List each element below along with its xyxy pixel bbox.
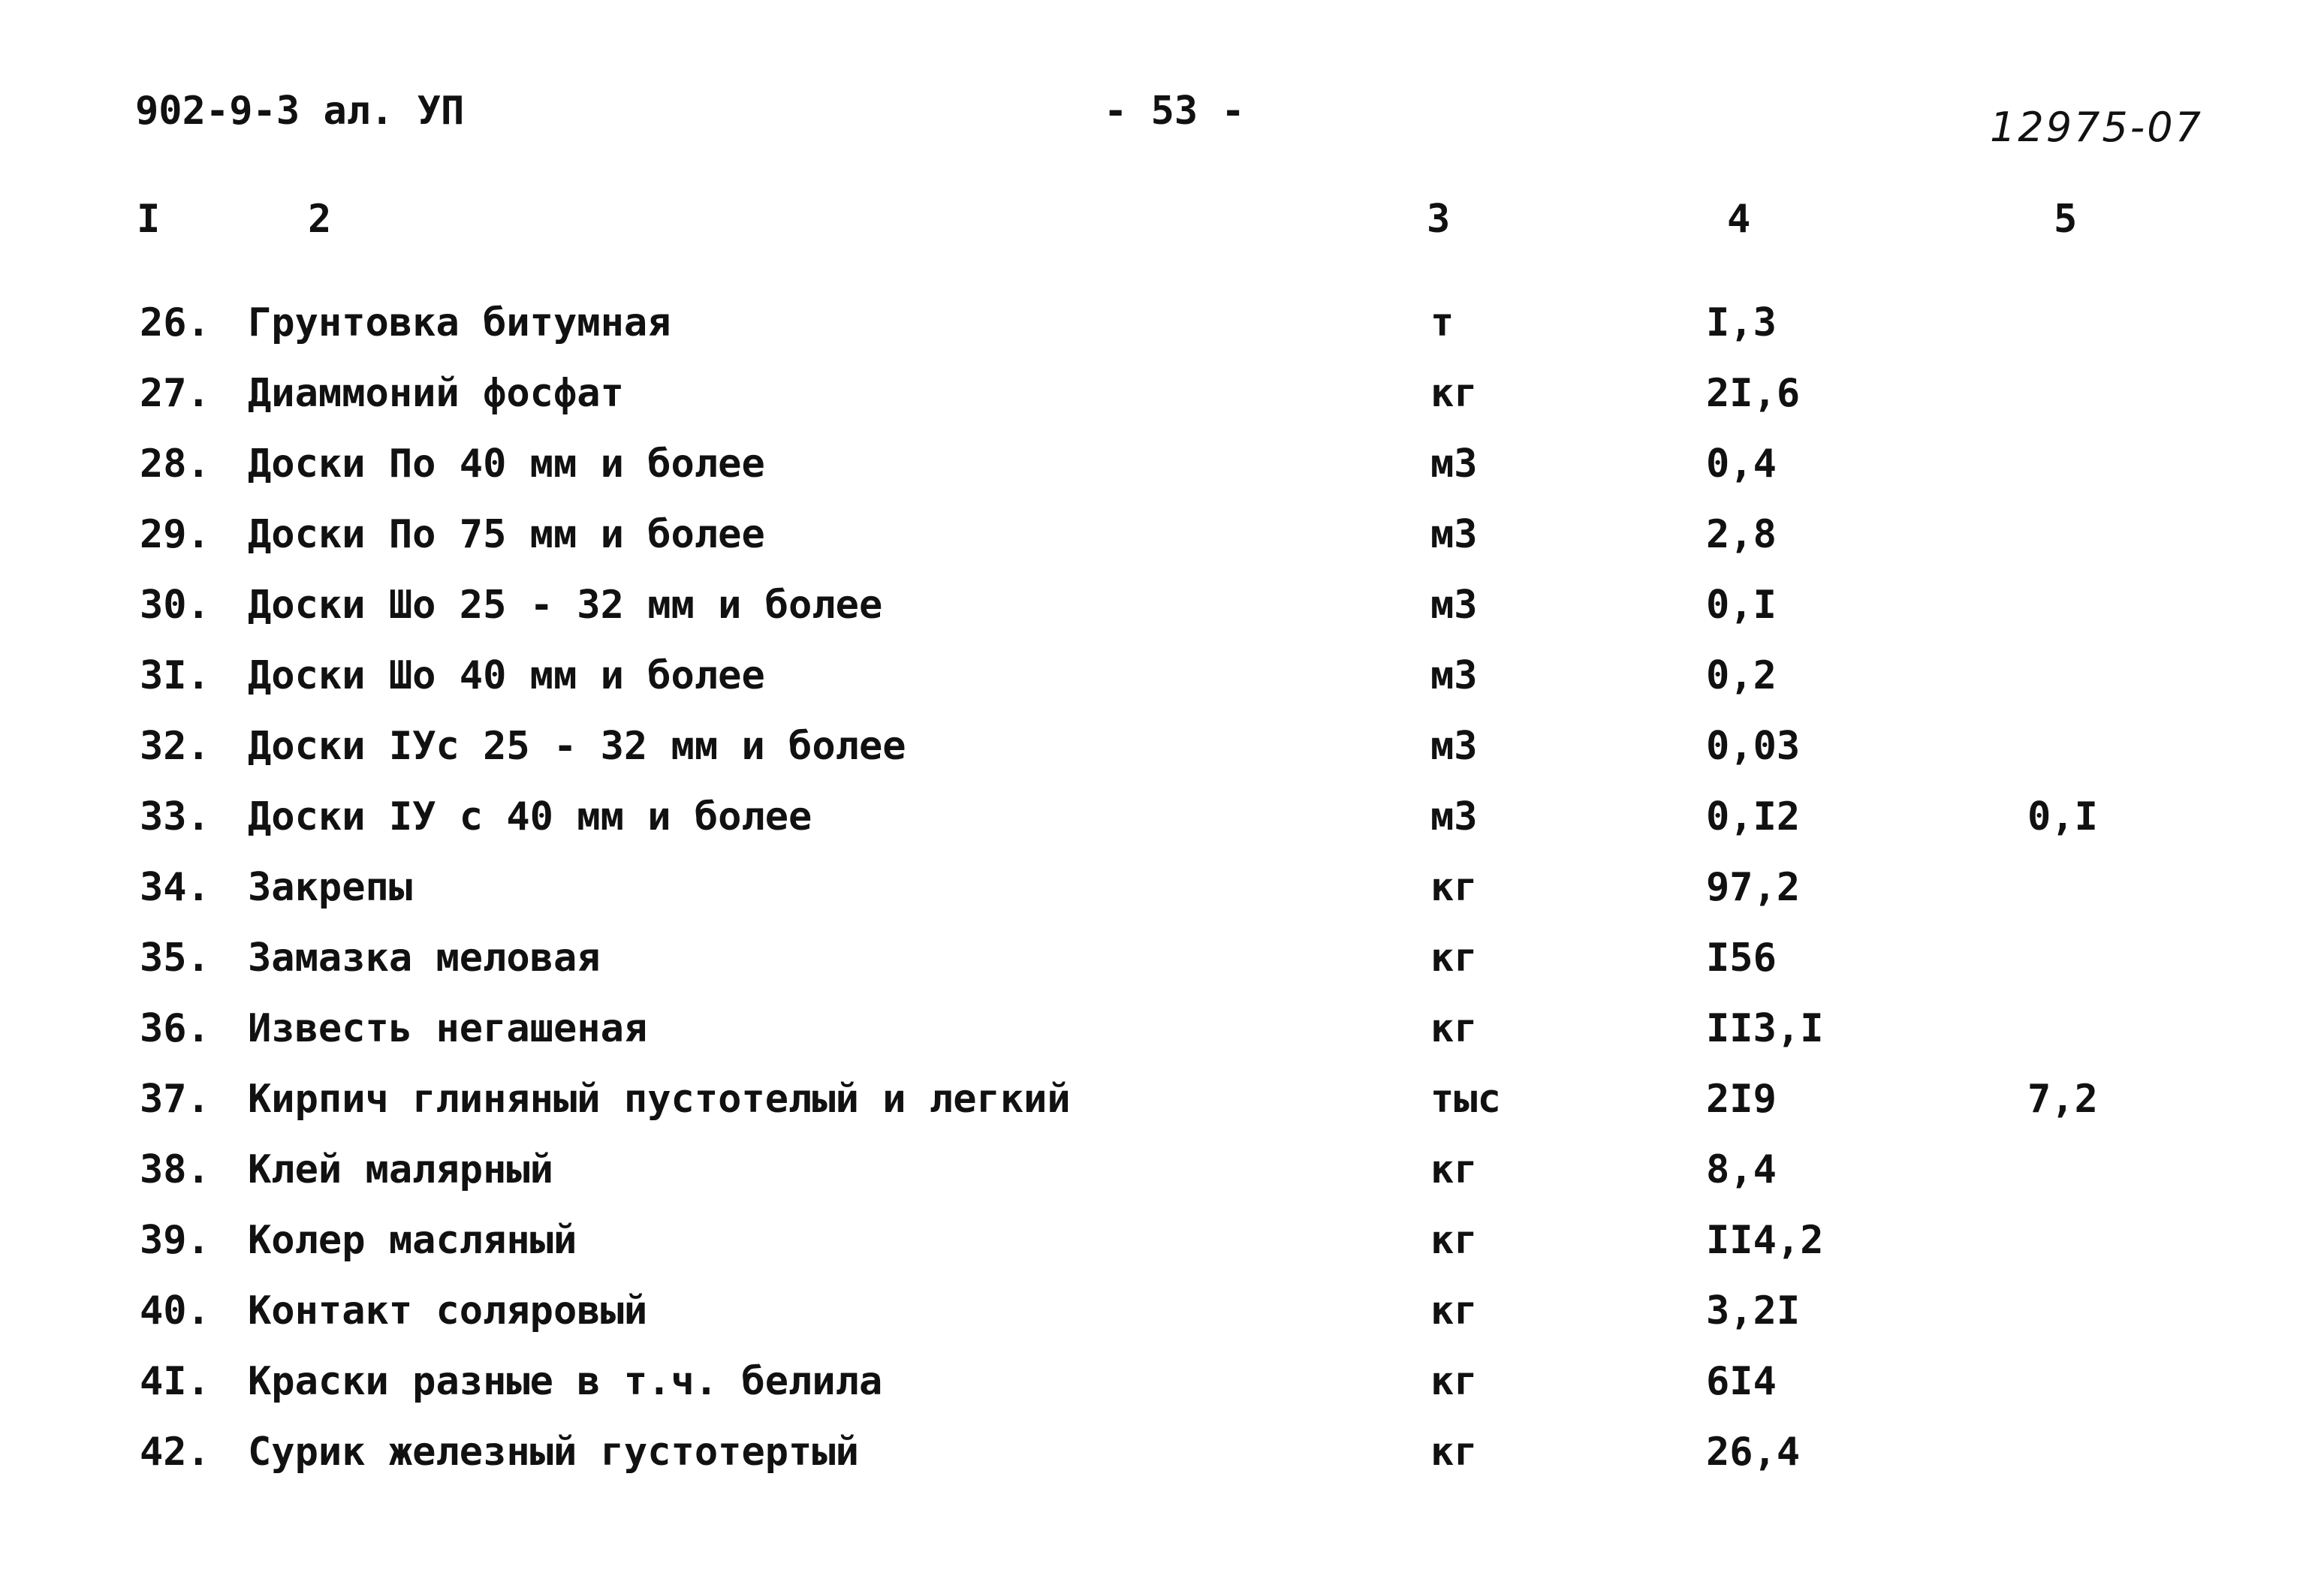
item-name: Доски По 75 мм и более [248,512,765,557]
item-name: Доски Шо 25 - 32 мм и более [248,583,883,628]
item-quantity: 0,I2 [1706,794,1801,839]
item-name: Доски IУс 25 - 32 мм и более [248,724,906,769]
table-row [0,724,2324,794]
item-name: Клей малярный [248,1147,553,1192]
item-name: Сурик железный густотертый [248,1430,859,1475]
table-row [0,794,2324,865]
item-unit: м3 [1430,512,1478,557]
item-unit: м3 [1430,794,1478,839]
item-unit: кг [1430,1288,1478,1333]
item-quantity: 0,2 [1706,653,1777,698]
item-unit: кг [1430,865,1478,910]
item-name: Краски разные в т.ч. белила [248,1359,883,1404]
item-unit: кг [1430,936,1478,981]
item-unit: кг [1430,1430,1478,1475]
table-row [0,1288,2324,1359]
table-row [0,1147,2324,1218]
item-unit: кг [1430,1147,1478,1192]
table-row [0,1006,2324,1077]
item-name: Замазка меловая [248,936,601,981]
item-unit: м3 [1430,653,1478,698]
item-name: Кирпич глиняный пустотелый и легкий [248,1077,1071,1122]
table-row [0,865,2324,936]
item-quantity: 6I4 [1706,1359,1777,1404]
item-unit: м3 [1430,441,1478,487]
item-number: 33. [140,794,210,839]
item-extra-quantity: 0,I [2027,794,2098,839]
item-quantity: 2I,6 [1706,371,1801,416]
archive-number: 12975-07 [1990,104,2203,151]
item-quantity: I,3 [1706,300,1777,345]
item-name: Диаммоний фосфат [248,371,624,416]
table-row [0,1359,2324,1430]
item-number: 39. [140,1218,210,1263]
item-unit: кг [1430,1006,1478,1051]
table-row [0,936,2324,1006]
item-quantity: 0,4 [1706,441,1777,487]
item-name: Известь негашеная [248,1006,648,1051]
item-number: 27. [140,371,210,416]
page-number: - 53 - [1104,89,1245,134]
item-quantity: 0,I [1706,583,1777,628]
column-header-2: 2 [308,197,332,242]
item-number: 26. [140,300,210,345]
item-quantity: 3,2I [1706,1288,1801,1333]
item-number: 34. [140,865,210,910]
item-quantity: 0,03 [1706,724,1801,769]
item-number: 40. [140,1288,210,1333]
item-name: Доски IУ с 40 мм и более [248,794,812,839]
item-number: 29. [140,512,210,557]
item-number: 35. [140,936,210,981]
item-extra-quantity: 7,2 [2027,1077,2098,1122]
item-quantity: II3,I [1706,1006,1824,1051]
item-quantity: II4,2 [1706,1218,1824,1263]
item-quantity: 97,2 [1706,865,1801,910]
item-number: 30. [140,583,210,628]
item-number: 32. [140,724,210,769]
column-header-row [0,197,2324,249]
item-quantity: 2I9 [1706,1077,1777,1122]
table-row [0,653,2324,724]
materials-table [0,300,2324,1500]
table-row [0,583,2324,653]
item-unit: м3 [1430,583,1478,628]
item-unit: м3 [1430,724,1478,769]
item-unit: кг [1430,1218,1478,1263]
item-quantity: 8,4 [1706,1147,1777,1192]
item-name: Закрепы [248,865,413,910]
item-quantity: I56 [1706,936,1777,981]
table-row [0,300,2324,371]
item-name: Контакт соляровый [248,1288,648,1333]
table-row [0,512,2324,583]
item-number: 38. [140,1147,210,1192]
table-row [0,1430,2324,1500]
column-header-5: 5 [2054,197,2078,242]
item-number: 4I. [140,1359,210,1404]
item-name: Грунтовка битумная [248,300,671,345]
table-row [0,371,2324,441]
item-unit: т [1430,300,1454,345]
column-header-1: I [137,197,161,242]
item-number: 28. [140,441,210,487]
column-header-3: 3 [1427,197,1451,242]
item-unit: кг [1430,1359,1478,1404]
item-number: 42. [140,1430,210,1475]
item-number: 37. [140,1077,210,1122]
item-unit: кг [1430,371,1478,416]
item-quantity: 26,4 [1706,1430,1801,1475]
table-row [0,1218,2324,1288]
item-quantity: 2,8 [1706,512,1777,557]
item-name: Колер масляный [248,1218,577,1263]
document-code: 902-9-3 ал. УП [135,89,465,134]
item-name: Доски По 40 мм и более [248,441,765,487]
column-header-4: 4 [1727,197,1751,242]
table-row [0,1077,2324,1147]
item-name: Доски Шо 40 мм и более [248,653,765,698]
item-number: 3I. [140,653,210,698]
item-number: 36. [140,1006,210,1051]
item-unit: тыс [1430,1077,1501,1122]
table-row [0,441,2324,512]
